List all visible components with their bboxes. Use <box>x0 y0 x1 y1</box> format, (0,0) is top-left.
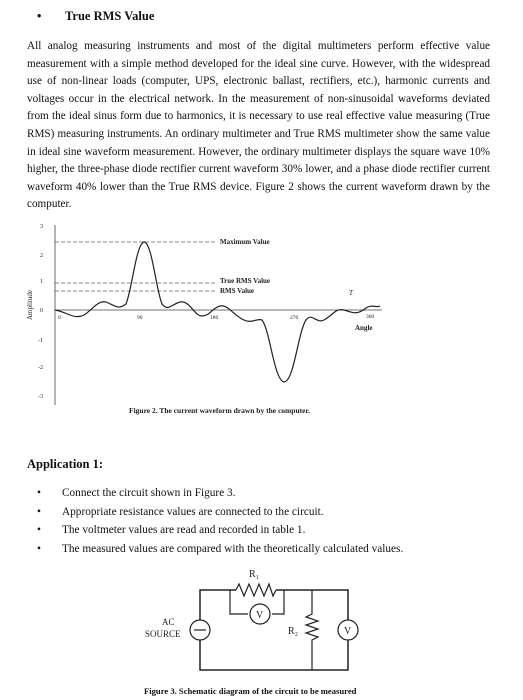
figure-3-caption: Figure 3. Schematic diagram of the circuit to be measured <box>144 686 357 696</box>
application-heading: Application 1: <box>27 457 104 471</box>
section-title: True RMS Value <box>65 9 155 23</box>
figure-2-caption: Figure 2. The current waveform drawn by the computer. <box>129 406 310 415</box>
bullet-marker: • <box>37 9 42 23</box>
application-steps <box>37 484 403 558</box>
body-paragraph: All analog measuring instruments and most of the digital multimeters perform effective value measurement with a simple method developed for the ideal sine curve. However, with the widespread use of non-linear loads (computer, UPS, electronic ballast, rectifiers, etc.), harmonic currents and voltages occur in the electrical network. In the measurement of non-sinusoidal waveforms deviated from the ideal sinus form due to harmonics, it is necessary to use real effective value measuring (True RMS) measuring instruments. An ordinary multimeter and True RMS multimeter show the same value in ideal sine waveform measurement. However, the ordinary multimeter displays the square wave 10% higher, the three-phase diode rectifier current waveform 30% lower, and a phase diode rectifier current waveform 40% lower than the True RMS device. Figure 2 shows the current waveform drawn by the computer. <box>27 40 490 211</box>
y-tick-label: -3 <box>38 394 43 400</box>
voltmeter-label: V <box>256 610 264 621</box>
x-tick-label: 0 <box>58 315 61 321</box>
y-axis-label: Amplitude <box>26 290 34 320</box>
x-tick-label: 360 <box>366 314 375 320</box>
ac-source-label-line1: AC <box>162 617 175 627</box>
y-tick-label: 1 <box>40 279 43 285</box>
resistor-r2 <box>306 590 318 670</box>
bullet-marker: • <box>37 505 41 518</box>
x-tick-label: 270 <box>290 315 299 321</box>
label-r2: R₂ <box>288 626 299 637</box>
list-item-text: The voltmeter values are read and recorded in table 1. <box>62 524 306 536</box>
figure-3-circuit <box>140 562 380 682</box>
label-true-rms-value: True RMS Value <box>220 277 271 285</box>
x-tick-label: 90 <box>137 315 143 321</box>
current-waveform <box>55 242 380 382</box>
list-item <box>37 503 403 522</box>
bullet-marker: • <box>37 542 41 555</box>
circuit-wire <box>200 590 348 670</box>
list-item-text: The measured values are compared with the theoretically calculated values. <box>62 542 404 555</box>
y-tick-label: 2 <box>40 253 43 259</box>
bullet-marker: • <box>37 487 41 499</box>
y-tick-label: 0 <box>40 308 43 314</box>
list-item-text: Connect the circuit shown in Figure 3. <box>62 487 236 499</box>
label-maximum-value: Maximum Value <box>220 238 270 246</box>
label-period-T: T <box>349 289 353 297</box>
list-item-text: Appropriate resistance values are connected to the circuit. <box>62 505 324 518</box>
voltmeter-label: V <box>344 626 352 637</box>
figure-2-waveform <box>22 220 392 420</box>
list-item <box>37 540 403 559</box>
list-item <box>37 484 403 503</box>
y-tick-label: -2 <box>38 365 43 371</box>
y-tick-label: 3 <box>40 224 43 230</box>
bullet-marker: • <box>37 524 41 536</box>
label-r1: R₁ <box>249 569 260 580</box>
resistor-r1 <box>236 584 276 596</box>
label-rms-value: RMS Value <box>220 287 255 295</box>
y-tick-label: -1 <box>38 338 43 344</box>
x-tick-label: 180 <box>210 315 219 321</box>
list-item <box>37 521 403 540</box>
ac-source-label-line2: SOURCE <box>145 629 181 639</box>
label-angle: Angle <box>355 324 373 332</box>
